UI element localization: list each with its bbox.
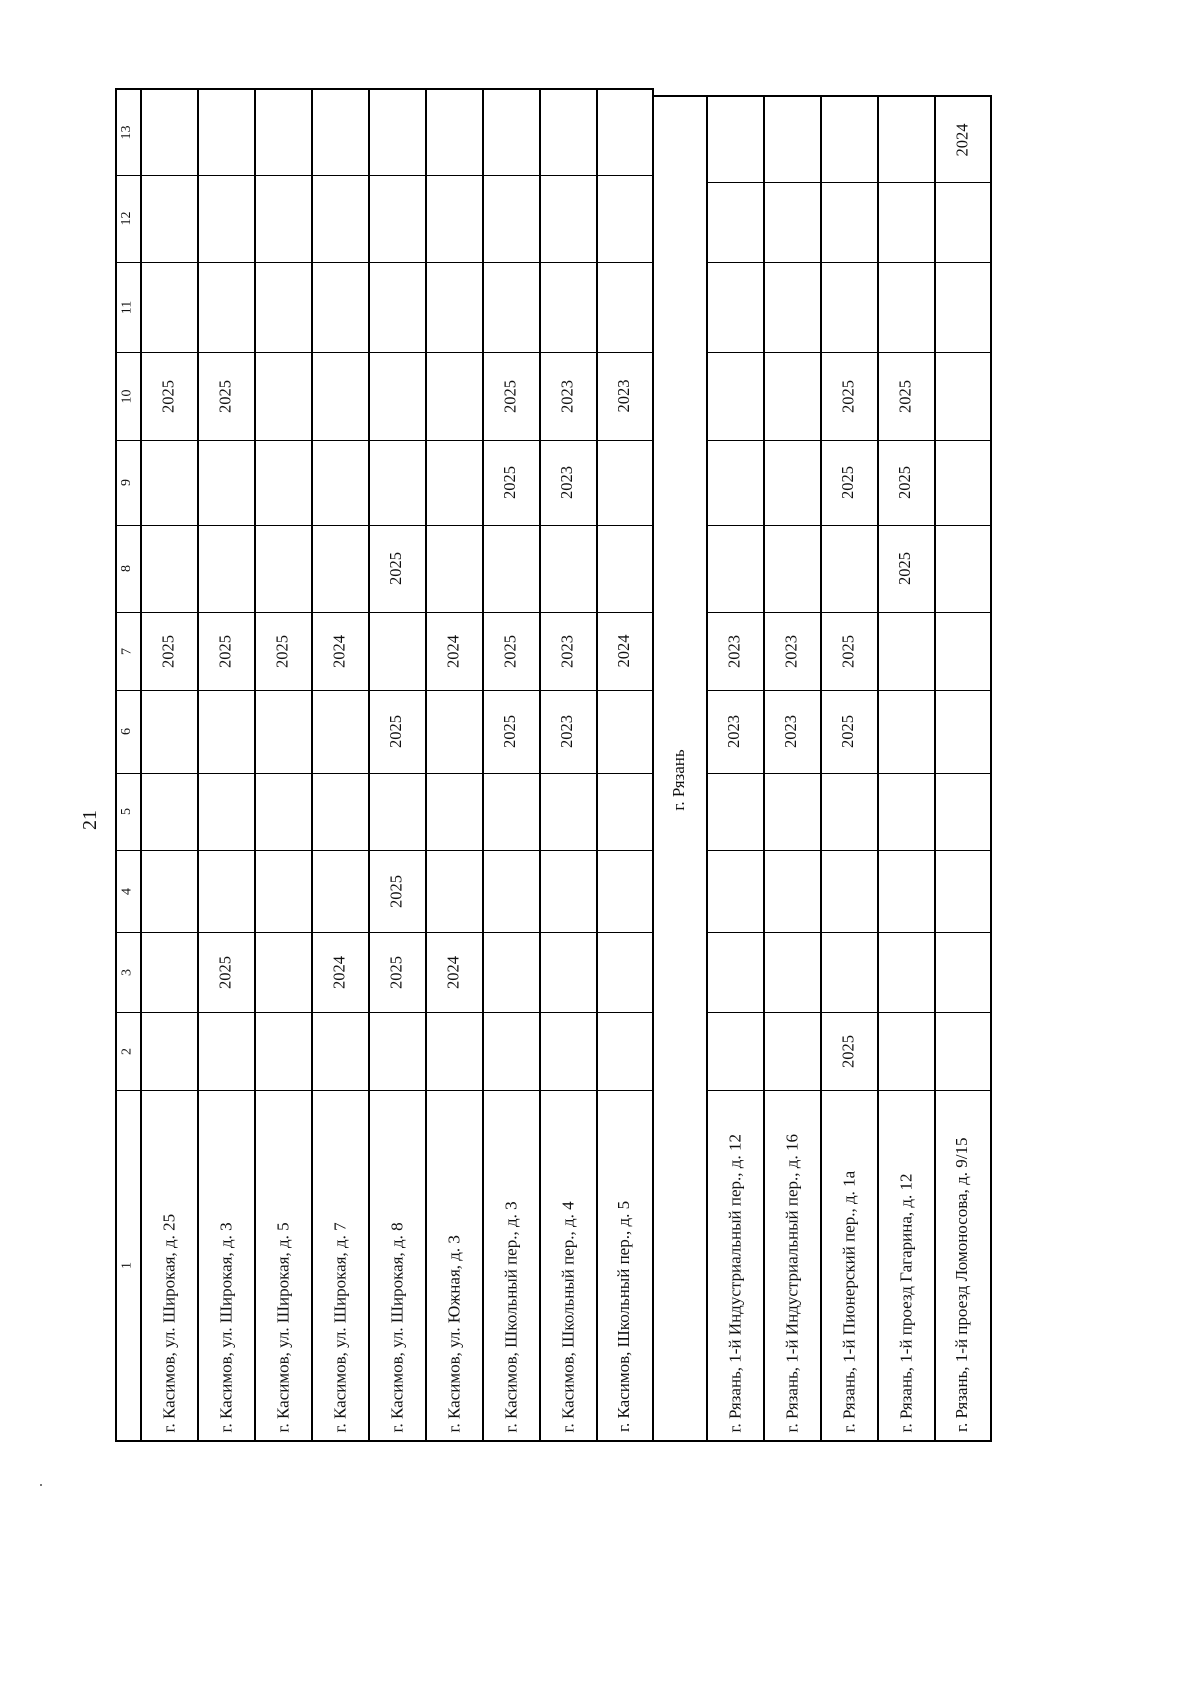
year-cell: 2023 [781, 634, 801, 668]
year-cell: 2025 [158, 634, 178, 668]
section-title: г. Рязань [669, 749, 689, 811]
column-header: 1 [119, 1261, 135, 1269]
year-cell: 2024 [443, 955, 463, 989]
year-cell: 2025 [838, 466, 858, 499]
year-cell: 2025 [215, 955, 235, 989]
column-header: 6 [119, 728, 135, 735]
column-header: 11 [119, 300, 135, 314]
year-cell: 2025 [158, 379, 178, 413]
year-cell: 2025 [500, 466, 520, 499]
year-cell: 2025 [386, 874, 406, 908]
year-cell: 2025 [838, 715, 858, 748]
year-cell: 2023 [557, 634, 577, 668]
column-separator [115, 175, 652, 176]
column-header: 7 [119, 647, 135, 655]
column-header: 3 [119, 968, 135, 976]
year-cell: 2025 [500, 634, 520, 668]
year-cell: 2024 [951, 123, 971, 156]
address-cell: г. Рязань, 1-й Пионерский пер., д. 1а [838, 1170, 858, 1432]
year-cell: 2024 [329, 955, 349, 989]
column-separator [115, 262, 652, 263]
year-cell: 2023 [613, 379, 633, 413]
column-header: 13 [119, 125, 135, 140]
year-cell: 2025 [895, 466, 915, 499]
column-header: 9 [119, 479, 135, 486]
year-cell: 2025 [895, 552, 915, 585]
year-cell: 2023 [557, 466, 577, 499]
scan-speck [40, 1484, 42, 1486]
address-cell: г. Касимов, Школьный пер., д. 4 [557, 1200, 577, 1432]
column-separator [706, 262, 990, 263]
year-cell: 2025 [895, 379, 915, 413]
column-separator [706, 773, 990, 774]
address-cell: г. Касимов, ул. Южная, д. 3 [443, 1234, 463, 1432]
page-number: 21 [78, 810, 101, 830]
year-cell: 2023 [781, 715, 801, 748]
year-cell: 2025 [838, 1034, 858, 1068]
year-cell: 2025 [838, 634, 858, 668]
year-cell: 2025 [215, 379, 235, 413]
year-cell: 2023 [557, 715, 577, 748]
address-cell: г. Касимов, ул. Широкая, д. 5 [272, 1221, 292, 1432]
year-cell: 2023 [724, 634, 744, 668]
year-cell: 2024 [443, 634, 463, 668]
year-cell: 2025 [386, 552, 406, 585]
address-cell: г. Касимов, ул. Широкая, д. 25 [158, 1213, 178, 1432]
address-cell: г. Касимов, Школьный пер., д. 3 [500, 1200, 520, 1432]
column-separator [706, 932, 990, 933]
column-header: 4 [119, 887, 135, 895]
year-cell: 2024 [329, 634, 349, 668]
column-header: 10 [119, 389, 135, 403]
year-cell: 2025 [838, 379, 858, 413]
column-separator [706, 525, 990, 526]
year-cell: 2025 [386, 955, 406, 989]
address-cell: г. Рязань, 1-й проезд Гагарина, д. 12 [895, 1172, 915, 1432]
column-separator [706, 850, 990, 851]
column-header: 2 [119, 1047, 135, 1055]
column-header: 12 [119, 211, 135, 226]
year-cell: 2025 [215, 634, 235, 668]
year-cell: 2023 [557, 379, 577, 413]
row-separator [990, 95, 992, 1442]
address-cell: г. Касимов, ул. Широкая, д. 3 [215, 1221, 235, 1432]
address-cell: г. Рязань, 1-й Индустриальный пер., д. 16 [781, 1133, 801, 1432]
year-cell: 2025 [500, 379, 520, 413]
address-cell: г. Касимов, Школьный пер., д. 5 [614, 1200, 634, 1432]
address-cell: г. Касимов, ул. Широкая, д. 7 [329, 1221, 349, 1432]
address-cell: г. Касимов, ул. Широкая, д. 8 [386, 1221, 406, 1432]
column-header: 8 [119, 565, 135, 572]
column-separator [115, 773, 652, 774]
year-cell: 2025 [386, 715, 406, 748]
year-cell: 2023 [724, 715, 744, 748]
table-top-border [115, 88, 652, 90]
column-header: 5 [119, 808, 135, 815]
year-cell: 2025 [500, 715, 520, 748]
year-cell: 2025 [272, 634, 292, 668]
address-cell: г. Рязань, 1-й Индустриальный пер., д. 12 [724, 1133, 744, 1432]
address-cell: г. Рязань, 1-й проезд Ломоносова, д. 9/15 [952, 1137, 972, 1432]
year-cell: 2024 [613, 634, 633, 668]
